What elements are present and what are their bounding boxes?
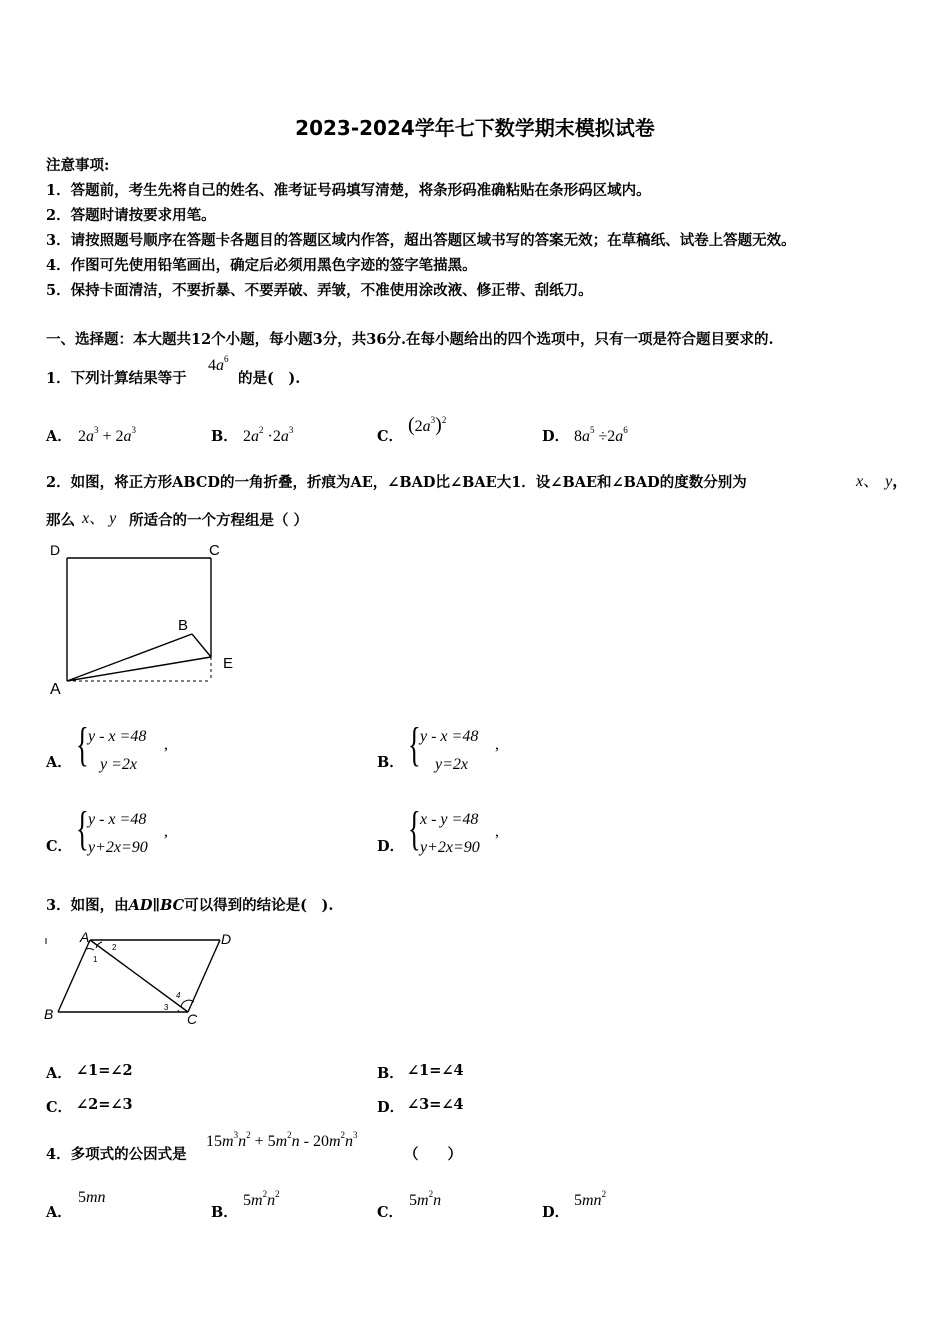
question-3 bbox=[46, 894, 333, 915]
q1-option-d-label: D． bbox=[542, 428, 570, 445]
q1-option-c-label: C． bbox=[377, 428, 404, 445]
label-d: D bbox=[221, 931, 232, 947]
q1-option-c-expression[interactable]: $(2a^3)^2$ bbox=[408, 414, 447, 436]
label-e: E bbox=[223, 655, 234, 672]
angle-2-label: 2 bbox=[112, 943, 117, 952]
notice-heading: 注意事项: bbox=[46, 157, 110, 174]
q4-option-b-expression[interactable]: $5m^2n^2$ bbox=[243, 1189, 280, 1209]
label-b: B bbox=[44, 1006, 54, 1022]
q2-option-d-system[interactable] bbox=[420, 806, 480, 862]
label-c: C bbox=[187, 1011, 198, 1027]
q3-option-a-label: A． bbox=[46, 1065, 72, 1082]
question-4-polynomial: $15m^3n^2 + 5m^2n - 20m^2n^3$ bbox=[206, 1130, 358, 1150]
angle-3-label: 3 bbox=[164, 1003, 169, 1012]
q3-option-a-text[interactable]: ∠1=∠2 bbox=[76, 1062, 133, 1079]
q4-option-b-label: B． bbox=[211, 1204, 238, 1221]
q3-option-b-label: B． bbox=[377, 1065, 404, 1082]
q2-option-c-eq2: y+2x=90 bbox=[88, 839, 148, 856]
square-fold-figure bbox=[44, 538, 244, 698]
q2-option-b-brace: { bbox=[408, 718, 421, 771]
q2-option-d-brace: { bbox=[408, 802, 421, 855]
label-d: D bbox=[50, 542, 61, 558]
question-1-prefix: 1．下列计算结果等于 bbox=[46, 370, 187, 387]
question-3-prefix: 3．如图，由 bbox=[46, 897, 129, 914]
section-heading: 一、选择题：本大题共12个小题，每小题3分，共36分.在每小题给出的四个选项中，只有一项是符合题目要求的. bbox=[46, 331, 774, 348]
q2-option-a-comma: , bbox=[164, 736, 168, 753]
label-a: A bbox=[50, 681, 61, 698]
question-4-prefix: 4．多项式的公因式是 bbox=[46, 1146, 187, 1163]
q1-option-b-expression[interactable]: $2a^2 \cdot 2a^3$ bbox=[243, 425, 294, 445]
q4-option-a-label: A． bbox=[46, 1204, 72, 1221]
q3-option-c-label: C． bbox=[46, 1099, 73, 1116]
angle-1-label: 1 bbox=[93, 955, 98, 964]
q1-option-d-expression[interactable]: $8a^5 \div 2a^6$ bbox=[574, 425, 628, 445]
question-3-suffix: 可以得到的结论是( ). bbox=[184, 897, 334, 914]
q2-option-c-comma: , bbox=[164, 823, 168, 840]
q2-option-c-system[interactable] bbox=[88, 806, 148, 862]
q2-option-a-brace: { bbox=[76, 718, 89, 771]
question-2-line-2-prefix: 那么 bbox=[46, 512, 75, 529]
q2-option-c-eq1: y - x =48 bbox=[88, 811, 147, 828]
label-b: B bbox=[178, 617, 189, 634]
q2-option-b-eq1: y - x =48 bbox=[420, 728, 479, 745]
q2-option-c-label: C． bbox=[46, 838, 73, 855]
question-3-condition: AD∥BC bbox=[128, 897, 185, 914]
notice-item-5: 5．保持卡面清洁，不要折暴、不要弄破、弄皱，不准使用涂改液、修正带、刮纸刀。 bbox=[46, 282, 593, 299]
q4-option-d-label: D． bbox=[542, 1204, 570, 1221]
q2-option-a-eq2: y =2x bbox=[100, 756, 137, 773]
q1-option-b-label: B． bbox=[211, 428, 238, 445]
angle-4-label: 4 bbox=[176, 991, 181, 1000]
page-title: 2023-2024学年七下数学期末模拟试卷 bbox=[295, 116, 655, 140]
q2-option-c-brace: { bbox=[76, 802, 89, 855]
q4-option-a-expression[interactable]: 5mn bbox=[78, 1189, 106, 1206]
question-2-line-2-variables: x、 y bbox=[82, 510, 117, 527]
question-2-line-1: 2．如图，将正方形ABCD的一角折叠，折痕为AE，∠BAD比∠BAE大1．设∠BAE和∠BAD的度数分别为 bbox=[46, 474, 747, 491]
q3-option-d-label: D． bbox=[377, 1099, 405, 1116]
q4-option-d-expression[interactable]: $5mn^2$ bbox=[574, 1189, 607, 1209]
q2-option-b-eq2: y=2x bbox=[435, 756, 468, 773]
label-a: A bbox=[80, 929, 90, 945]
notice-item-3: 3．请按照题号顺序在答题卡各题目的答题区域内作答，超出答题区域书写的答案无效；在草稿纸、试卷上答题无效。 bbox=[46, 232, 796, 249]
q3-option-c-text[interactable]: ∠2=∠3 bbox=[76, 1096, 133, 1113]
q2-option-d-label: D． bbox=[377, 838, 405, 855]
q2-option-a-label: A． bbox=[46, 754, 72, 771]
question-2-line-2-suffix: 所适合的一个方程组是（ ） bbox=[129, 512, 309, 529]
question-2-variables: x、 y， bbox=[856, 473, 909, 490]
question-1-expression: $4a^6$ bbox=[208, 354, 229, 374]
q3-option-b-text[interactable]: ∠1=∠4 bbox=[407, 1062, 464, 1079]
parallelogram-figure bbox=[40, 928, 245, 1028]
q2-option-a-system[interactable] bbox=[88, 723, 146, 779]
notice-item-4: 4．作图可先使用铅笔画出，确定后必须用黑色字迹的签字笔描黑。 bbox=[46, 257, 477, 274]
question-4-suffix: （ ） bbox=[404, 1146, 462, 1163]
q2-option-d-eq1: x - y =48 bbox=[420, 811, 479, 828]
q3-option-d-text[interactable]: ∠3=∠4 bbox=[407, 1096, 464, 1113]
notice-item-1: 1．答题前，考生先将自己的姓名、准考证号码填写清楚，将条形码准确粘贴在条形码区域内。 bbox=[46, 182, 651, 199]
q2-option-b-comma: , bbox=[495, 736, 499, 753]
q1-option-a-label: A． bbox=[46, 428, 72, 445]
q2-option-b-label: B． bbox=[377, 754, 404, 771]
q2-option-a-eq1: y - x =48 bbox=[88, 728, 147, 745]
q4-option-c-expression[interactable]: $5m^2n$ bbox=[409, 1189, 442, 1209]
notice-item-2: 2．答题时请按要求用笔。 bbox=[46, 207, 216, 224]
question-1-suffix: 的是( ). bbox=[238, 370, 301, 387]
label-c: C bbox=[209, 542, 220, 559]
q1-option-a-expression[interactable]: $2a^3 + 2a^3$ bbox=[78, 425, 137, 445]
q4-option-c-label: C． bbox=[377, 1204, 404, 1221]
q2-option-d-eq2: y+2x=90 bbox=[420, 839, 480, 856]
q2-option-b-system[interactable] bbox=[420, 723, 478, 779]
q2-option-d-comma: , bbox=[495, 823, 499, 840]
